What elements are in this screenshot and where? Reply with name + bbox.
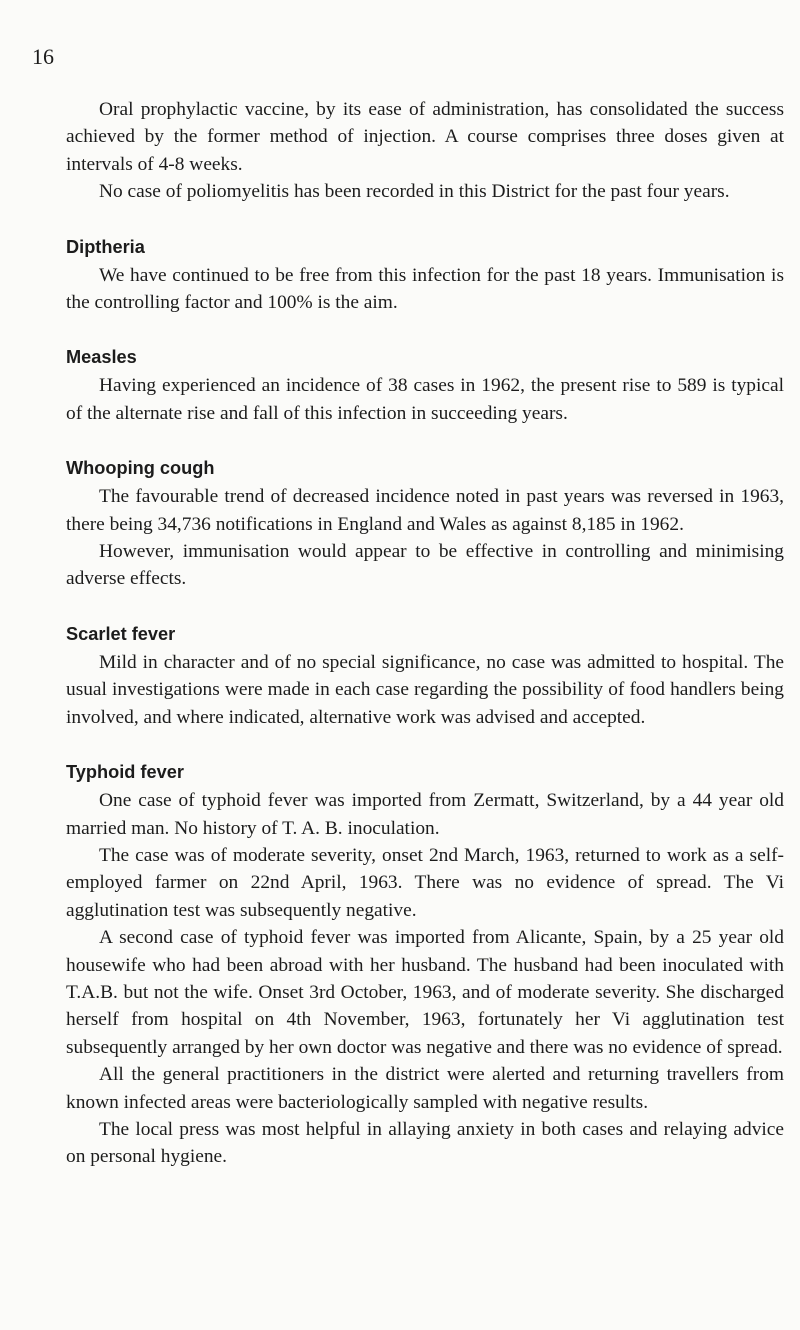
paragraph: One case of typhoid fever was imported from Zermatt, Switzerland, by a 44 year old married man. No history of T. A. B. inoculation. [66,790,784,839]
section-heading-diptheria: Diptheria [66,236,145,257]
paragraph: The favourable trend of decreased incidence noted in past years was reversed in 1963, there being 34,736 notifications in England and Wales as against 8,185 in 1962. [66,486,784,535]
paragraph: However, immunisation would appear to be effective in controlling and minimising adverse effects. [66,541,784,590]
paragraph: The case was of moderate severity, onset 2nd March, 1963, returned to work as a self-employed farmer on 22nd April, 1963. There was no evidence of spread. The Vi agglutination test was subsequently negative. [66,844,784,921]
page-body [66,96,784,1171]
intro-paragraph: No case of poliomyelitis has been recorded in this District for the past four years. [99,181,730,203]
section-heading-typhoid-fever: Typhoid fever [66,762,184,783]
page-number: 16 [32,44,54,69]
paragraph: All the general practitioners in the district were alerted and returning travellers from known infected areas were bacteriologically sampled with negative results. [66,1064,784,1113]
section-heading-scarlet-fever: Scarlet fever [66,623,176,644]
paragraph: A second case of typhoid fever was imported from Alicante, Spain, by a 25 year old housewife who had been abroad with her husband. The husband had been inoculated with T.A.B. but not the wife. Onset 3rd October, 1963, and of moderate severity. She discharged herself from hospital on 4th November, 1963, fortunately her Vi agglutination test subsequently arranged by her own doctor was negative and there was no evidence of spread. [66,927,784,1058]
paragraph: Having experienced an incidence of 38 cases in 1962, the present rise to 589 is typical of the alternate rise and fall of this infection in succeeding years. [66,375,784,424]
intro-paragraph: Oral prophylactic vaccine, by its ease of administration, has consolidated the success achieved by the former method of injection. A course comprises three doses given at intervals of 4-8 weeks. [66,99,784,175]
section-heading-whooping-cough: Whooping cough [66,458,215,479]
paragraph: Mild in character and of no special significance, no case was admitted to hospital. The usual investigations were made in each case regarding the possibility of food handlers being involved, and where indicated, alternative work was advised and accepted. [66,651,784,728]
paragraph: The local press was most helpful in allaying anxiety in both cases and relaying advice on personal hygiene. [66,1118,784,1168]
paragraph: We have continued to be free from this infection for the past 18 years. Immunisation is the controlling factor and 100% is the aim. [66,264,784,314]
section-heading-measles: Measles [66,347,137,368]
